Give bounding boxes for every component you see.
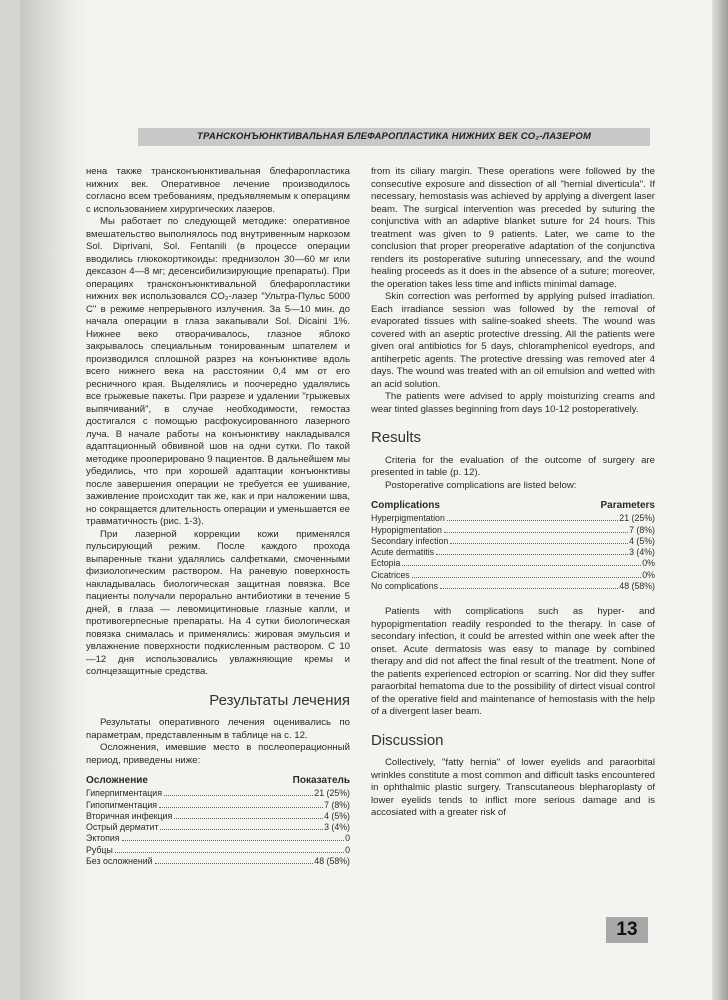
table-row <box>86 822 350 833</box>
complication-value: 0% <box>642 569 655 580</box>
dot-leader <box>444 532 628 533</box>
complication-name: Secondary infection <box>371 535 449 546</box>
paragraph: Criteria for the evaluation of the outcome of surgery are presented in table (p. 12). <box>371 454 655 478</box>
dot-leader <box>412 577 642 578</box>
complication-name: Без осложнений <box>86 856 153 867</box>
dot-leader <box>155 863 314 864</box>
dot-leader <box>436 554 628 555</box>
dot-leader <box>159 807 323 808</box>
section-heading-results-ru: Результаты лечения <box>209 691 350 709</box>
complication-name: No complications <box>371 581 438 592</box>
table-row <box>371 558 655 569</box>
complication-value: 21 (25%) <box>314 788 350 799</box>
table-header-complications: Complications <box>371 500 440 511</box>
complication-value: 21 (25%) <box>619 513 655 524</box>
dot-leader <box>122 840 345 841</box>
table-row <box>86 856 350 867</box>
complication-name: Acute dermatitis <box>371 547 435 558</box>
dot-leader <box>174 818 323 819</box>
complication-value: 3 (4%) <box>324 822 350 833</box>
complications-table-en <box>371 500 655 592</box>
paragraph: Postoperative complications are listed below: <box>385 479 577 491</box>
paragraph: Результаты оперативного лечения оценивались по параметрам, представленным в таблице на с. 12. <box>86 717 350 741</box>
paragraph: Collectively, "fatty hernia" of lower eyelids and paraorbital wrinkles constitute a most common and difficult tasks encountered in ophthalmic plastic surgery. Transcutaneous blepharoplasty of lower eyelids tends to inflict more serious damage and is accosiated with a greater risk of <box>371 757 655 819</box>
table-row <box>86 811 350 822</box>
table-row <box>371 513 655 524</box>
dot-leader <box>447 520 618 521</box>
complication-name: Эктопия <box>86 833 120 844</box>
section-heading-discussion: Discussion <box>371 731 444 749</box>
complication-name: Гипопигментация <box>86 799 158 810</box>
complication-value: 0 <box>345 833 350 844</box>
complication-name: Hyperpigmentation <box>371 513 445 524</box>
dot-leader <box>440 588 618 589</box>
paragraph: The patients were advised to apply moisturizing creams and wear tinted glasses beginning from days 10-12 postoperatively. <box>371 391 655 415</box>
complication-name: Вторичная инфекция <box>86 810 173 821</box>
table-header <box>86 775 350 786</box>
complication-name: Рубцы <box>86 844 113 855</box>
table-row <box>371 570 655 581</box>
table-row <box>86 800 350 811</box>
running-header: ТРАНСКОНЪЮНКТИВАЛЬНАЯ БЛЕФАРОПЛАСТИКА НИЖНИХ ВЕК CO₂-ЛАЗЕРОМ <box>138 128 650 146</box>
page-binding-shadow <box>20 0 90 1000</box>
table-header-value: Показатель <box>292 775 350 786</box>
complication-value: 0% <box>642 558 655 569</box>
paragraph: При лазерной коррекции кожи применялся пульсирующий режим. После каждого прохода выпаренные ткани удалялись салфетками, смоченными физиологическим раствором. На раневую поверхность накладывалась биологическая защитная повязка. Все пациенты получали перорально антибиотики в течение 5 дней, в глаза — левомицитиновые глазные капли, и противогерпесные препараты. На 4 сутки биологическая повязка снималась и применялись: жировая эмульсия и увлажнение поверхности подкисленным раствором. С 10—12 дня использовались увлажняющие кремы и солнцезащитные средства. <box>86 528 350 677</box>
paragraph: Мы работает по следующей методике: оперативное вмешательство выполнялось под внутривенным наркозом Sol. Diprivani, Sol. Fentanili (в процессе операции вводились глюкокортикоиды: преднизолон 30—60 мг или дексазон 4—8 мг; десенсибилизирующие препараты). При операциях трансконъюнктивальной блефаропластики нижних век использовался CO₂-лазер "Ультра-Пульс 5000 С" в режиме непрерывного излучения. За 5—10 мин. до начала операции в глаза закапывали Sol. Dicaini 1%. Нижнее веко отворачивалось, глазное яблоко закрывалось специальным тонированным шпателем и производился сплошной разрез на конъюнктиве вдоль всего нижнего века на расстоянии 0,4 мм от его ресничного края. Выделялись и поочередно удалялись все грыжевые пакеты. При разрезе и удалении "грыжевых выпячиваний", в случае необходимости, гемостаз достигался с помощью расфокусированного лазерного луча. В начале работы на конъюнктиву накладывался адаптационный обвивной шов на одни сутки. По такой методике прооперировано 9 пациентов. В дальнейшем мы убедились, что при хорошей адаптации конъюнктивы после завершения операции не требуется ее ушивание, заживление происходит так же, как и при наложении шва, но сокращается длительность операции и уменьшается ее травматичность (рис. 1-3). <box>86 216 350 527</box>
complication-value: 0 <box>345 844 350 855</box>
dot-leader <box>164 795 313 796</box>
table-row <box>371 525 655 536</box>
complication-value: 4 (5%) <box>629 535 655 546</box>
complication-name: Ectopia <box>371 558 401 569</box>
dot-leader <box>450 543 628 544</box>
dot-leader <box>402 565 641 566</box>
table-header-complication: Осложнение <box>86 775 148 786</box>
paragraph: from its ciliary margin. These operations were followed by the consecutive exposure and dissection of all "hernial diverticula". If necessary, hemostasis was achieved by applying a divergent laser beam. The surgical intervention was preceded by suturing the conjunctiva with an adaptive blanket suture for 24 hours. This treatment was given to 9 patients. Later, we came to the conclusion that proper preoperative adaptation of the conjunctiva renders its postoperative suturing unnecessary, and the wound healing proceeds as it does in the absence of a suture; moreover, the operation takes less time and inflicts minimal damage. <box>371 166 655 290</box>
complication-name: Гиперпигментация <box>86 788 162 799</box>
table-header-parameters: Parameters <box>600 500 655 511</box>
table-header <box>371 500 655 511</box>
complication-value: 3 (4%) <box>629 547 655 558</box>
paragraph: нена также трансконъюнктивальная блефаропластика нижних век. Оперативное лечение производилось согласно всем требованиям, предъявляемым к операциям с использованием хирургических лазеров. <box>86 166 350 215</box>
complication-name: Острый дерматит <box>86 822 159 833</box>
complication-value: 4 (5%) <box>324 810 350 821</box>
section-heading-results: Results <box>371 429 422 446</box>
complication-name: Cicatrices <box>371 569 410 580</box>
complication-value: 7 (8%) <box>324 799 350 810</box>
complication-value: 48 (58%) <box>619 581 655 592</box>
complications-table-ru <box>86 775 350 867</box>
table-row <box>371 536 655 547</box>
complication-name: Hypopigmentation <box>371 524 442 535</box>
table-row <box>86 788 350 799</box>
table-row <box>371 581 655 592</box>
right-column-english <box>371 166 655 820</box>
paragraph: Осложнения, имевшие место в послеоперационный период, приведены ниже: <box>86 742 350 766</box>
page-number: 13 <box>606 917 648 943</box>
table-row <box>86 845 350 856</box>
complication-value: 48 (58%) <box>314 856 350 867</box>
page-edge <box>712 0 728 1000</box>
paragraph: Patients with complications such as hyper- and hypopigmentation readily responded to the therapy. In case of secondary infection, it could be arrested within one week after the onset. Acute dermatosis was easy to manage by combined therapy and did not affect the final result of the treatment. None of the patients experienced ectropion or scarring. Nor did they suffer paraorbital hematoma due to the possibility of dirtect visual control of the operative field and maintenance of hemostasis with the help of a divergent laser beam. <box>371 606 655 718</box>
complication-value: 7 (8%) <box>629 524 655 535</box>
left-column-russian <box>86 166 350 867</box>
dot-leader <box>115 852 344 853</box>
table-row <box>371 547 655 558</box>
paragraph: Skin correction was performed by applying pulsed irradiation. Each irradiance session was followed by the removal of evaporated tissues with saline-soaked sheets. The wound was covered with an aseptic protective dressing. All the patients were given oral antibiotics for 5 days, chloramphenicol eyedrops, and antiherpetic agents. The protective dressing was removed ater 4 days. The wound was treated with an oil emulsion and wetted with an acid solution. <box>371 291 655 390</box>
table-row <box>86 833 350 844</box>
dot-leader <box>160 829 323 830</box>
